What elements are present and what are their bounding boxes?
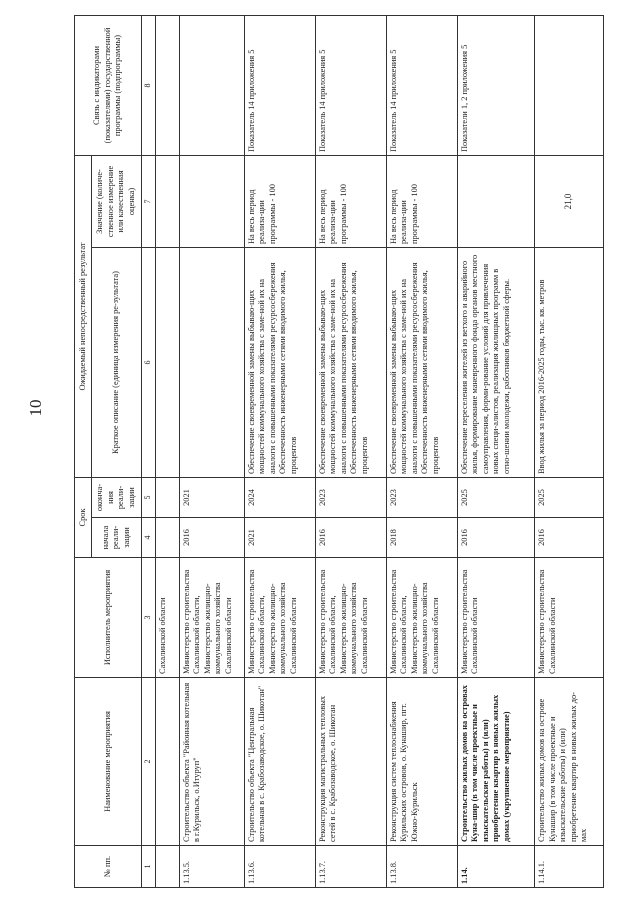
result-description <box>156 248 180 478</box>
indicator-link: Показатель 14 приложения 5 <box>244 16 315 156</box>
column-number-row <box>142 16 156 888</box>
header-term-start: начала реали-зации <box>91 518 142 558</box>
result-description: Обеспечение своевременной замены выбываю-щих мощностей коммунального хозяйства с заме-ной их на аналоги с повышенными показателями ресурсосбережения Обеспеченность инженерными сетями вводимого жилья, процентов <box>386 248 457 478</box>
col-number: 8 <box>142 16 156 156</box>
end-year: 2024 <box>244 478 315 518</box>
col-number: 3 <box>142 558 156 678</box>
start-year: 2016 <box>457 518 534 558</box>
start-year: 2016 <box>535 518 604 558</box>
table-row <box>179 16 244 888</box>
result-description: Обеспечение своевременной замены выбываю-щих мощностей коммунального хозяйства с заме-ной их на аналоги с повышенными показателями ресурсосбережения Обеспеченность инженерными сетями вводимого жилья, процентов <box>315 248 386 478</box>
start-year: 2021 <box>244 518 315 558</box>
header-desc: Краткое описание (единица измерения ре-зультата) <box>91 248 142 478</box>
result-value <box>156 156 180 248</box>
end-year <box>156 478 180 518</box>
row-number: 1.13.8. <box>386 846 457 888</box>
end-year: 2023 <box>386 478 457 518</box>
executor: Министерство строительства Сахалинской области <box>457 558 534 678</box>
col-number: 1 <box>142 846 156 888</box>
header-term: Срок <box>75 478 92 558</box>
table-container <box>74 16 604 888</box>
col-number: 5 <box>142 478 156 518</box>
table-row <box>244 16 315 888</box>
table-row <box>457 16 534 888</box>
activity-name: Строительство объекта "Центральная котельная в с. Крабозаводское, о. Шикотан" <box>244 678 315 846</box>
row-number: 1.14. <box>457 846 534 888</box>
col-number: 4 <box>142 518 156 558</box>
table-row <box>156 16 180 888</box>
start-year <box>156 518 180 558</box>
activity-name: Строительство жилых домов на островах Куна-шир (в том числе проектные и изыскательские работы) и (или) приобретение квартир в новых жилых домах (укрупненное мероприятие) <box>457 678 534 846</box>
page-number: 10 <box>26 399 45 417</box>
result-description: Обеспечение своевременной замены выбываю-щих мощностей коммунального хозяйства с заме-ной их на аналоги с повышенными показателями ресурсосбережения Обеспеченность инженерными сетями вводимого жилья, процентов <box>244 248 315 478</box>
table-row <box>315 16 386 888</box>
end-year: 2025 <box>457 478 534 518</box>
executor: Министерство строительства Сахалинской области, Министерство жилищно-коммунального хозяйства Сахалинской области <box>179 558 244 678</box>
result-value: На весь период реализа-ции программы - 100 <box>315 156 386 248</box>
start-year: 2016 <box>315 518 386 558</box>
header-term-end: оконча-ния реали-зации <box>91 478 142 518</box>
table-row <box>535 16 604 888</box>
executor: Министерство строительства Сахалинской области, Министерство жилищно-коммунального хозяйства Сахалинской области <box>386 558 457 678</box>
activity-name: Реконструкция магистральных тепловых сетей в с. Крабозаводское, о. Шикотан <box>315 678 386 846</box>
result-value <box>457 156 534 248</box>
start-year: 2016 <box>179 518 244 558</box>
rotated-table-frame <box>74 16 604 888</box>
result-value: 21,0 <box>535 156 604 248</box>
executor: Министерство строительства Сахалинской области, Министерство жилищно-коммунального хозяйства Сахалинской области <box>244 558 315 678</box>
col-number: 2 <box>142 678 156 846</box>
row-number <box>156 846 180 888</box>
end-year: 2021 <box>179 478 244 518</box>
result-description: Обеспечение переселения жителей из ветхого и аварийного жилья, формирование маневренного фонда органов местного самоуправления, форми-рование условий для привлечения новых специ-алистов, реализация жилищных программ в отно-шении молодежи, работников бюджетной сферы. <box>457 248 534 478</box>
row-number: 1.13.5. <box>179 846 244 888</box>
result-value <box>179 156 244 248</box>
indicator-link <box>179 16 244 156</box>
executor: Министерство строительства Сахалинской области, Министерство жилищно-коммунального хозяйства Сахалинской области <box>315 558 386 678</box>
executor: Сахалинской области <box>156 558 180 678</box>
col-number: 6 <box>142 248 156 478</box>
activity-name: Реконструкция систем теплоснабжения Курильских островов, о. Кунашир, пгт. Южно-Курильск <box>386 678 457 846</box>
indicator-link: Показатель 14 приложения 5 <box>386 16 457 156</box>
executor: Министерство строительства Сахалинской области <box>535 558 604 678</box>
header-executor: Исполнитель мероприятия <box>75 558 142 678</box>
end-year: 2023 <box>315 478 386 518</box>
row-number: 1.13.7. <box>315 846 386 888</box>
activity-name: Строительство жилых домов на острове Кунашир (в том числе проектные и изыскательские работы) и (или) приобретение квартир в новых жилых до-мах <box>535 678 604 846</box>
col-number: 7 <box>142 156 156 248</box>
indicator-link: Показатели 1, 2 приложения 5 <box>457 16 534 156</box>
row-number: 1.14.1. <box>535 846 604 888</box>
indicator-link <box>535 16 604 156</box>
result-value: На весь период реализа-ции программы - 100 <box>244 156 315 248</box>
row-number: 1.13.6. <box>244 846 315 888</box>
program-table <box>74 15 604 888</box>
indicator-link: Показатель 14 приложения 5 <box>315 16 386 156</box>
end-year: 2025 <box>535 478 604 518</box>
header-name: Наименование мероприятия <box>75 678 142 846</box>
activity-name: Строительство объекта "Районная котельная в г.Курильск, о.Итуруп" <box>179 678 244 846</box>
activity-name <box>156 678 180 846</box>
header-value: Значение (количе-ственное измерение или качественная оценка) <box>91 156 142 248</box>
indicator-link <box>156 16 180 156</box>
table-row <box>386 16 457 888</box>
header-num: № пп. <box>75 846 142 888</box>
result-description: Ввод жилья за период 2016-2025 годы, тыс. кв. метров <box>535 248 604 478</box>
table-body <box>156 16 604 888</box>
header-expected: Ожидаемый непосредственный результат <box>75 156 92 478</box>
start-year: 2018 <box>386 518 457 558</box>
result-description <box>179 248 244 478</box>
result-value: На весь период реализа-ции программы - 100 <box>386 156 457 248</box>
header-link: Связь с индикаторами (показателями) государственной программы (подпрограммы) <box>75 16 142 156</box>
